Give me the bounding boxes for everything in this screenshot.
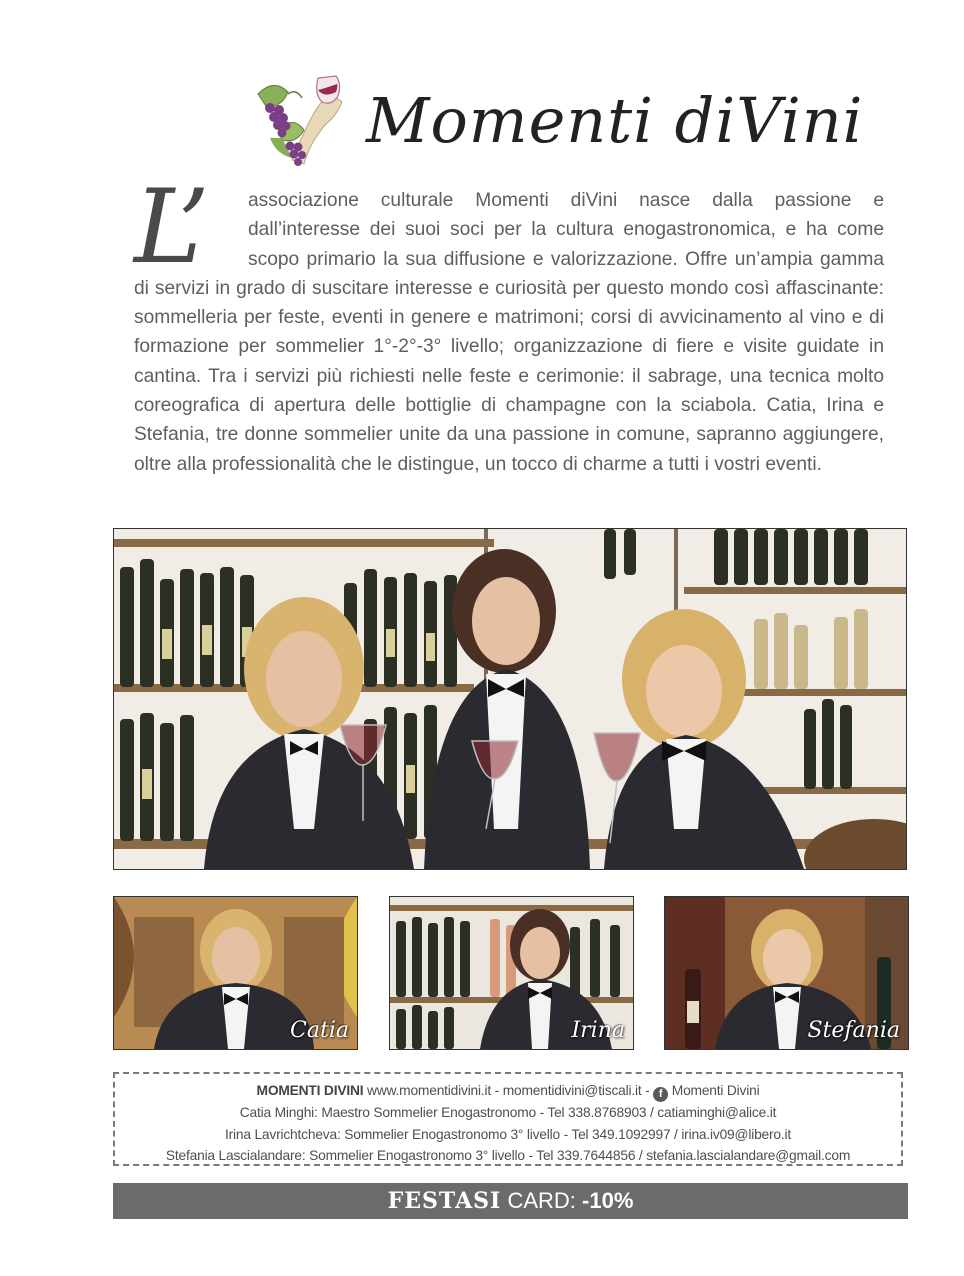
facebook-icon[interactable]: f <box>653 1087 668 1102</box>
festasi-brand: FESTASI <box>387 1188 502 1214</box>
main-group-photo <box>113 528 907 870</box>
contacts-box <box>113 1072 903 1166</box>
thumb-photo-catia <box>113 896 358 1050</box>
card-label: CARD: <box>501 1188 583 1213</box>
facebook-label[interactable]: Momenti Divini <box>668 1083 760 1098</box>
page-title: Momenti diVini <box>366 84 864 157</box>
thumb-photo-irina <box>389 896 634 1050</box>
contacts-line-catia: Catia Minghi: Maestro Sommelier Enogastronomo - Tel 338.8768903 / catiaminghi@alice.it <box>239 1105 777 1120</box>
thumb-caption: Catia <box>290 1018 349 1043</box>
contacts-line-stefania: Stefania Lascialandare: Sommelier Enogastronomo 3° livello - Tel 339.7644856 / stefania.lascialandare@gmail.com <box>165 1148 851 1163</box>
thumb-photo-stefania <box>664 896 909 1050</box>
wine-glass-grapes-logo-icon <box>252 72 360 174</box>
contacts-line-irina: Irina Lavrichtcheva: Sommelier Enogastronomo 3° livello - Tel 349.1092997 / irina.iv09@libero.it <box>224 1126 792 1142</box>
org-name: MOMENTI DIVINI <box>256 1083 364 1098</box>
org-links[interactable]: www.momentidivini.it - momentidivini@tiscali.it - <box>363 1083 654 1098</box>
dropcap: L’ <box>134 168 210 287</box>
discount-value: -10% <box>582 1188 634 1213</box>
thumb-caption: Irina <box>571 1018 625 1043</box>
thumb-caption: Stefania <box>807 1018 900 1043</box>
intro-paragraph <box>134 168 884 479</box>
contacts-line-org <box>115 1080 901 1102</box>
intro-text: associazione culturale Momenti diVini nasce dalla passione e dall’interesse dei suoi soci per la cultura enogastronomica, e ha come scopo primario la sua diffusione e valorizzazione. Offre un’ampia gamma di servizi in grado di suscitare interesse e curiosità per questo mondo così affascinante: sommelleria per feste, eventi in genere e matrimoni; corsi di avvicinamento al vino e di formazione per sommelier 1°-2°-3° livello; organizzazione di fiere e visite guidate in cantina. Tra i servizi più richiesti nelle feste e cerimonie: il sabrage, una tecnica molto coreografica di apertura delle bottiglie di champagne con la sciabola. Catia, Irina e Stefania, tre donne sommelier unite da una passione in comune, sapranno aggiungere, oltre alla professionalità che le distingue, un tocco di charme a tutti i vostri eventi. <box>134 190 884 475</box>
festasi-card-bar <box>113 1183 908 1219</box>
